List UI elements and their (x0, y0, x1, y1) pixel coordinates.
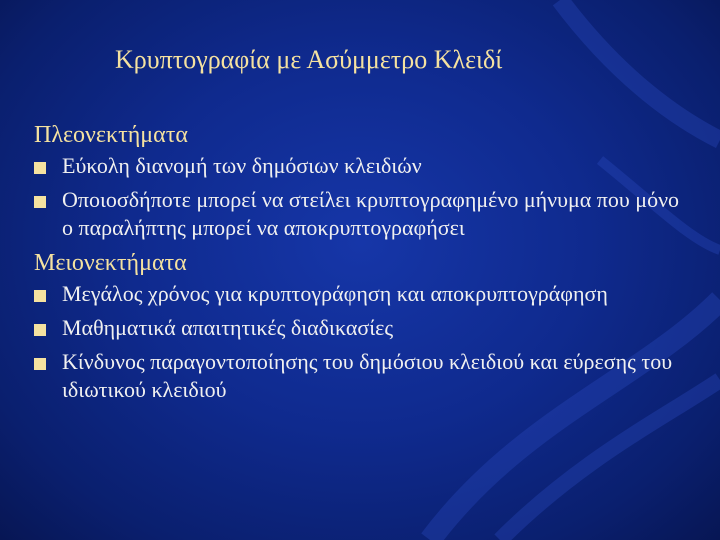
section-heading: Πλεονεκτήματα (34, 122, 188, 148)
list-item (34, 186, 694, 242)
section-disadvantages (34, 248, 694, 404)
square-bullet-icon (34, 290, 46, 302)
bullet-list (34, 152, 694, 242)
list-item (34, 314, 694, 342)
section-heading: Μειονεκτήματα (34, 250, 187, 276)
list-item (34, 280, 694, 308)
square-bullet-icon (34, 324, 46, 336)
bullet-text: Οποιοσδήποτε μπορεί να στείλει κρυπτογραφημένο μήνυμα που μόνο ο παραλήπτης μπορεί να αποκρυπτογραφήσει (62, 187, 680, 240)
bullet-text: Εύκολη διανομή των δημόσιων κλειδιών (62, 153, 422, 178)
bullet-text: Κίνδυνος παραγοντοποίησης του δημόσιου κλειδιού και εύρεσης του ιδιωτικού κλειδιού (62, 349, 673, 402)
square-bullet-icon (34, 196, 46, 208)
slide-content (34, 120, 694, 410)
bullet-text: Μεγάλος χρόνος για κρυπτογράφηση και αποκρυπτογράφηση (62, 281, 608, 306)
square-bullet-icon (34, 358, 46, 370)
section-advantages (34, 120, 694, 242)
slide-title: Κρυπτογραφία με Ασύμμετρο Κλειδί (115, 45, 503, 74)
square-bullet-icon (34, 162, 46, 174)
list-item (34, 348, 694, 404)
bullet-text: Μαθηματικά απαιτητικές διαδικασίες (62, 315, 394, 340)
bullet-list (34, 280, 694, 404)
list-item (34, 152, 694, 180)
